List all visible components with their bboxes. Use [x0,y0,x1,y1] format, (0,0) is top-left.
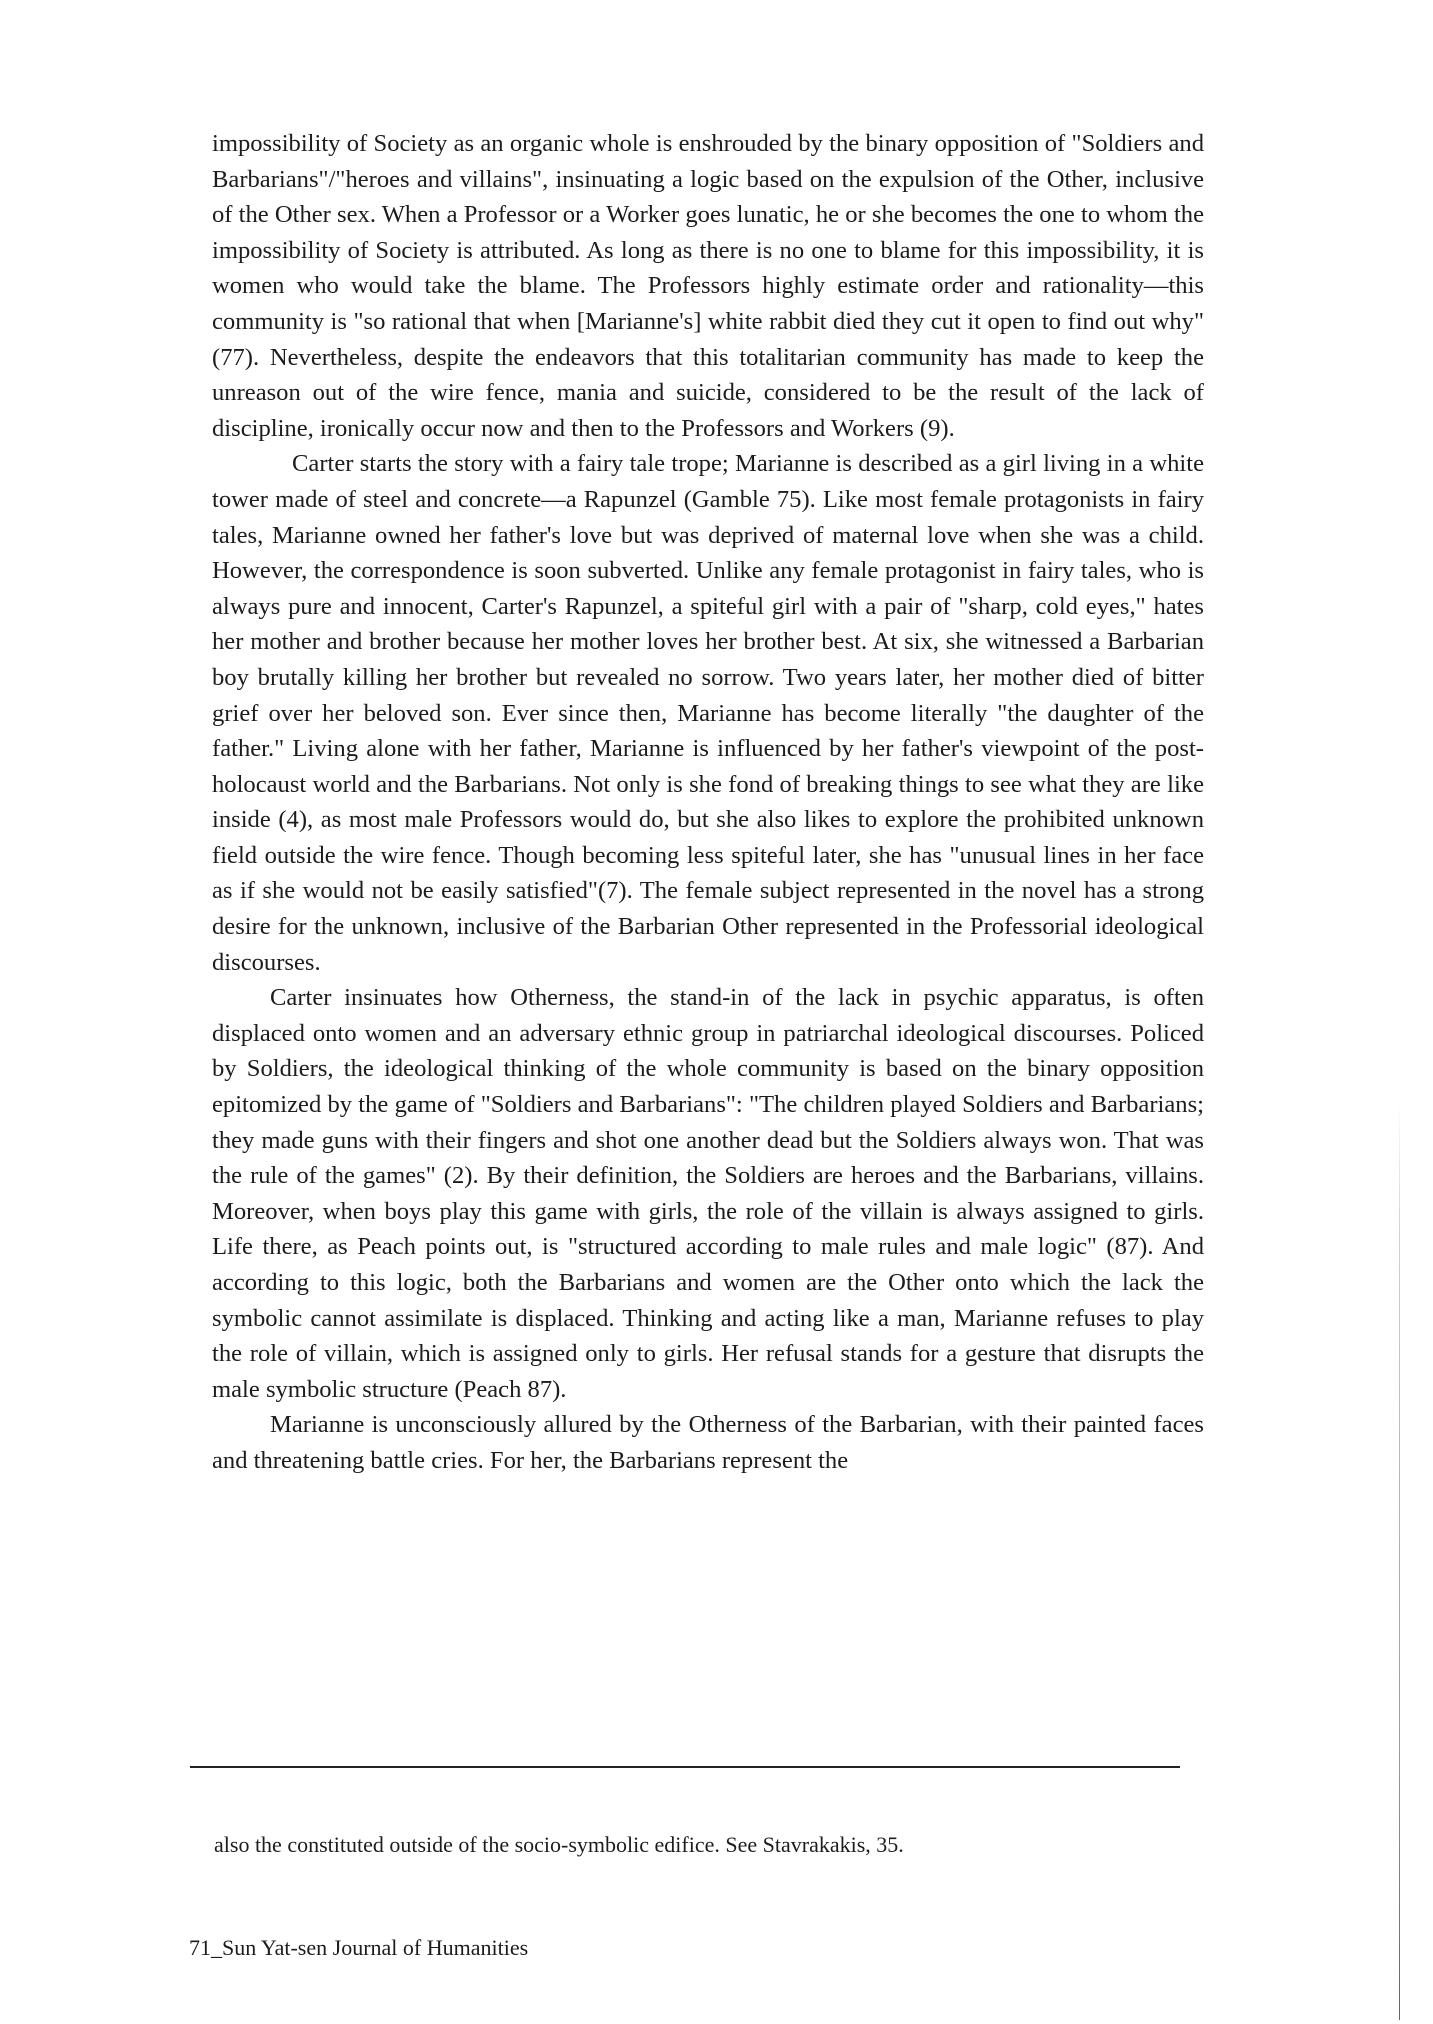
paragraph-marianne-allured: Marianne is unconsciously allured by the Otherness of the Barbarian, with their painted faces and threatening battle cries. For her, the Barbarians represent the [212,1411,1204,1474]
paragraph-otherness: Carter insinuates how Otherness, the stand-in of the lack in psychic apparatus, is often displaced onto women and an adversary ethnic group in patriarchal ideological discourses. Policed by Soldiers, the ideological thinking of the whole community is based on the binary opposition epitomized by the game of "Soldiers and Barbarians": "The children played Soldiers and Barbarians; they made guns with their fingers and shot one another dead but the Soldiers always won. That was the rule of the games" (2). By their definition, the Soldiers are heroes and the Barbarians, villains. Moreover, when boys play this game with girls, the role of the villain is always assigned to girls. Life there, as Peach points out, is "structured according to male rules and male logic" (87). And according to this logic, both the Barbarians and women are the Other onto which the lack the symbolic cannot assimilate is displaced. Thinking and acting like a man, Marianne refuses to play the role of villain, which is assigned only to girls. Her refusal stands for a gesture that disrupts the male symbolic structure (Peach 87). [212,984,1204,1403]
footnote-divider [190,1766,1180,1768]
body-text [212,126,1204,1479]
paragraph-carter-fairy-tale: Carter starts the story with a fairy tale trope; Marianne is described as a girl living in a white tower made of steel and concrete—a Rapunzel (Gamble 75). Like most female protagonists in fairy tales, Marianne owned her father's love but was deprived of maternal love when she was a child. However, the correspondence is soon subverted. Unlike any female protagonist in fairy tales, who is always pure and innocent, Carter's Rapunzel, a spiteful girl with a pair of "sharp, cold eyes," hates her mother and brother because her mother loves her brother best. At six, she witnessed a Barbarian boy brutally killing her brother but revealed no sorrow. Two years later, her mother died of bitter grief over her beloved son. Ever since then, Marianne has become literally "the daughter of the father." Living alone with her father, Marianne is influenced by her father's viewpoint of the post-holocaust world and the Barbarians. Not only is she fond of breaking things to see what they are like inside (4), as most male Professors would do, but she also likes to explore the prohibited unknown field outside the wire fence. Though becoming less spiteful later, she has "unusual lines in her face as if she would not be easily satisfied"(7). The female subject represented in the novel has a strong desire for the unknown, inclusive of the Barbarian Other represented in the Professorial ideological discourses. [212,450,1204,976]
footnote: also the constituted outside of the socio-symbolic edifice. See Stavrakakis, 35. [214,1832,904,1857]
paragraph-continuation: impossibility of Society as an organic whole is enshrouded by the binary opposition of "Soldiers and Barbarians"/"heroes and villains", insinuating a logic based on the expulsion of the Other, inclusive of the Other sex. When a Professor or a Worker goes lunatic, he or she becomes the one to whom the impossibility of Society is attributed. As long as there is no one to blame for this impossibility, it is women who would take the blame. The Professors highly estimate order and rationality—this community is "so rational that when [Marianne's] white rabbit died they cut it open to find out why" (77). Nevertheless, despite the endeavors that this totalitarian community has made to keep the unreason out of the wire fence, mania and suicide, considered to be the result of the lack of discipline, ironically occur now and then to the Professors and Workers (9). [212,130,1204,442]
scan-edge-line [1399,1100,1400,2020]
running-footer: 71_Sun Yat-sen Journal of Humanities [189,1935,529,1960]
